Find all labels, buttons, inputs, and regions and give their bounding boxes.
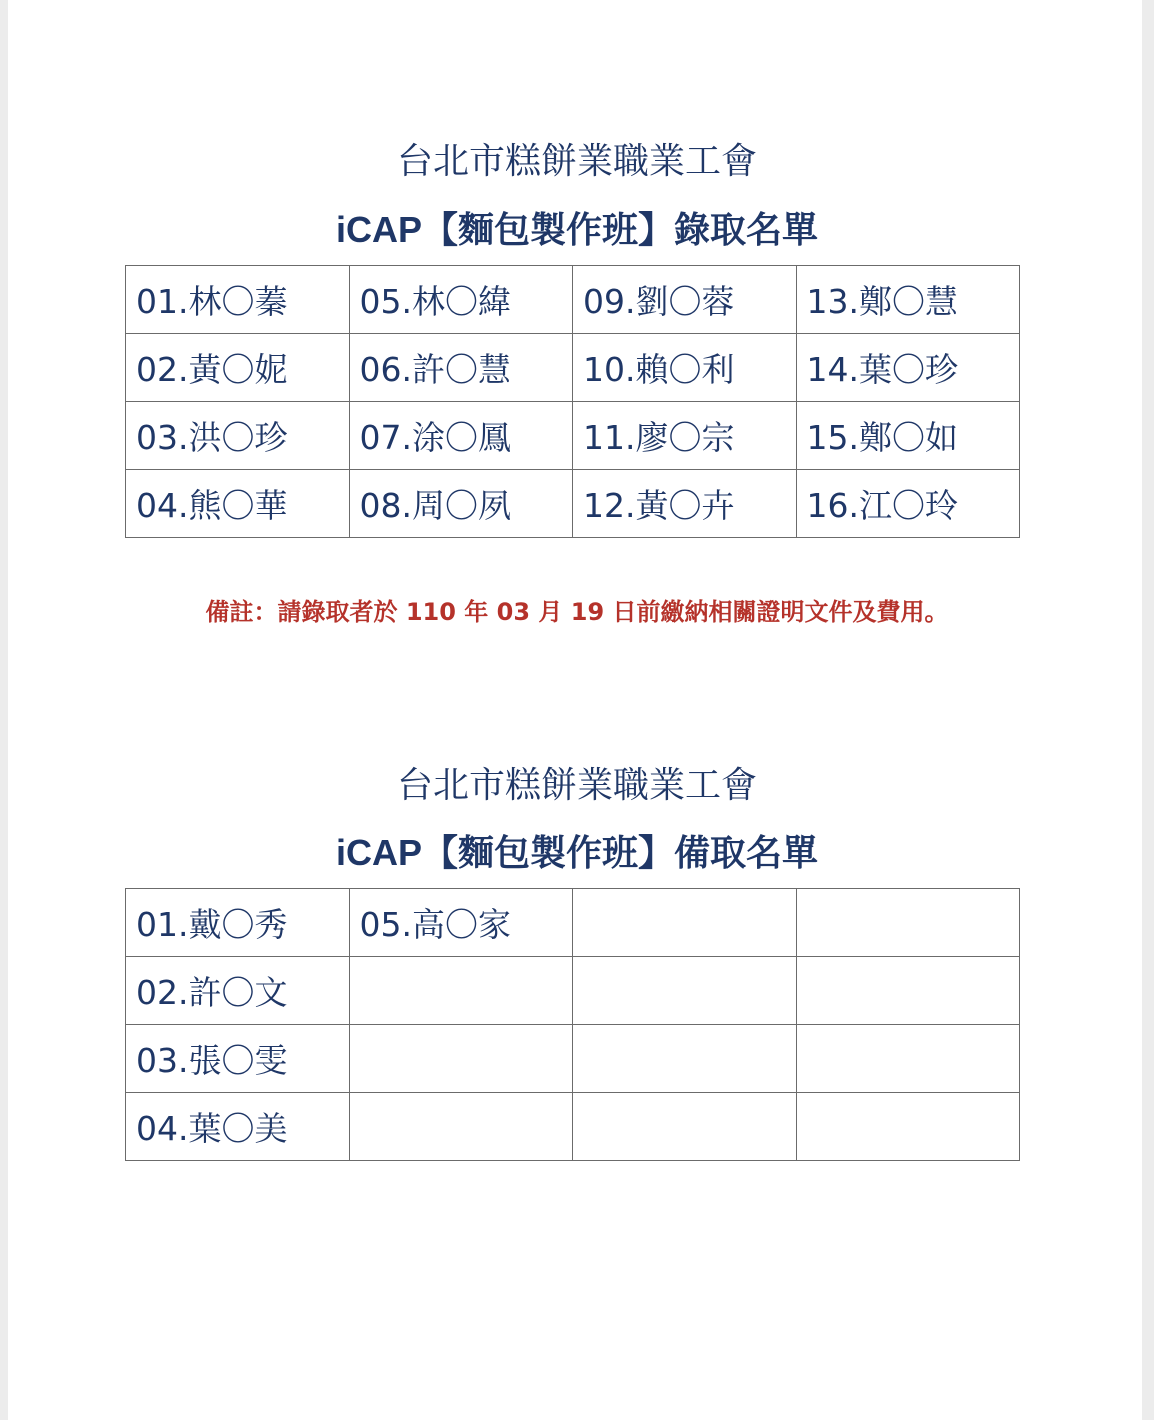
empty-cell [796,889,1020,957]
table-row [126,402,1020,470]
admitted-list-title [0,208,1154,253]
name-cell: 11.廖〇宗 [573,402,797,470]
name-cell: 02.黃〇妮 [126,334,350,402]
name-cell: 06.許〇慧 [349,334,573,402]
empty-cell [349,1025,573,1093]
org-title: 台北市糕餅業職業工會 [396,765,757,806]
name-cell: 08.周〇夙 [349,470,573,538]
name-cell: 02.許〇文 [126,957,350,1025]
name-cell: 16.江〇玲 [796,470,1020,538]
table-row [126,266,1020,334]
title-prefix: iCAP [335,832,422,873]
empty-cell [349,1093,573,1161]
empty-cell [573,889,797,957]
name-cell: 03.洪〇珍 [126,402,350,470]
name-cell: 14.葉〇珍 [796,334,1020,402]
title-prefix: iCAP [335,209,422,250]
title-rest: 【麵包製作班】錄取名單 [422,210,819,251]
empty-cell [796,1093,1020,1161]
name-cell: 10.賴〇利 [573,334,797,402]
title-rest: 【麵包製作班】備取名單 [422,833,819,874]
name-cell: 04.熊〇華 [126,470,350,538]
table-row [126,1025,1020,1093]
org-title: 台北市糕餅業職業工會 [396,141,757,182]
name-cell: 07.涂〇鳳 [349,402,573,470]
waitlist-title [0,831,1154,876]
table-row [126,470,1020,538]
name-cell: 13.鄭〇慧 [796,266,1020,334]
name-cell: 15.鄭〇如 [796,402,1020,470]
name-cell: 12.黃〇卉 [573,470,797,538]
name-cell: 01.林〇蓁 [126,266,350,334]
waitlist-table [125,888,1020,1161]
table-row [126,1093,1020,1161]
empty-cell [573,957,797,1025]
name-cell: 05.林〇緯 [349,266,573,334]
name-cell: 04.葉〇美 [126,1093,350,1161]
name-cell: 09.劉〇蓉 [573,266,797,334]
payment-note: 備註：請錄取者於 110 年 03 月 19 日前繳納相關證明文件及費用。 [205,598,949,626]
table-row [126,957,1020,1025]
table-row [126,334,1020,402]
empty-cell [573,1025,797,1093]
empty-cell [349,957,573,1025]
admitted-table [125,265,1020,538]
empty-cell [796,957,1020,1025]
name-cell: 05.高〇家 [349,889,573,957]
name-cell: 01.戴〇秀 [126,889,350,957]
table-row [126,889,1020,957]
name-cell: 03.張〇雯 [126,1025,350,1093]
empty-cell [796,1025,1020,1093]
empty-cell [573,1093,797,1161]
